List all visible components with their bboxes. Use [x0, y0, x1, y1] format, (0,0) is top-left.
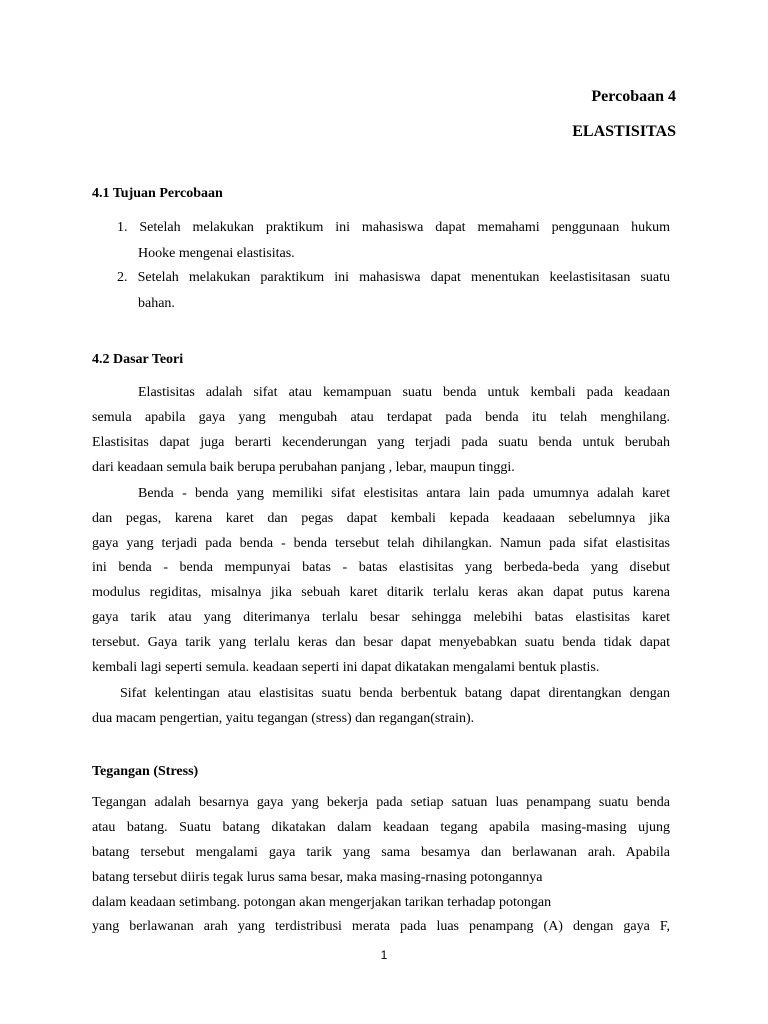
text-line: atau batang. Suatu batang dikatakan dalam keadaan tegang apabila masing-masing ujung: [92, 820, 670, 835]
experiment-number: Percobaan 4: [591, 88, 676, 105]
text-line: gaya tarik atau yang diterimanya terlalu besar sehingga melebihi batas elastisitas karet: [92, 610, 670, 625]
page-number: 1: [380, 948, 388, 962]
text-line: dan pegas, karena karet dan pegas dapat kembali kepada keadaaan sebelumnya jika: [92, 511, 670, 526]
section-heading-tujuan: 4.1 Tujuan Percobaan: [92, 186, 223, 201]
text-line: Tegangan adalah besarnya gaya yang bekerja pada setiap satuan luas penampang suatu benda: [92, 795, 670, 810]
text-line: 2. Setelah melakukan paraktikum ini mahasiswa dapat menentukan keelastisitasan suatu: [117, 270, 670, 285]
text-line: dari keadaan semula baik berupa perubahan panjang , lebar, maupun tinggi.: [92, 460, 515, 475]
text-line: ini benda - benda mempunyai batas - batas elastisitas yang berbeda-beda yang disebut: [92, 560, 670, 575]
text-line: Benda - benda yang memiliki sifat elestisitas antara lain pada umumnya adalah karet: [138, 486, 670, 501]
text-line: batang tersebut mengalami gaya tarik yang sama besamya dan berlawanan arah. Apabila: [92, 845, 670, 860]
text-line: Elastisitas dapat juga berarti kecenderungan yang terjadi pada suatu benda untuk berubah: [92, 435, 670, 450]
section-heading-tegangan: Tegangan (Stress): [92, 764, 199, 779]
document-title: ELASTISITAS: [572, 123, 676, 140]
text-line: yang berlawanan arah yang terdistribusi merata pada luas penampang (A) dengan gaya F,: [92, 919, 670, 934]
text-line: Sifat kelentingan atau elastisitas suatu benda berbentuk batang dapat direntangkan dengan: [120, 686, 670, 701]
text-line: modulus regiditas, misalnya jika sebuah karet ditarik terlalu keras akan dapat putus karena: [92, 585, 670, 600]
text-line: semula apabila gaya yang mengubah atau terdapat pada benda itu telah menghilang.: [92, 410, 670, 425]
text-line: gaya yang terjadi pada benda - benda tersebut telah dihilangkan. Namun pada sifat elastisitas: [92, 536, 670, 551]
section-heading-dasar-teori: 4.2 Dasar Teori: [92, 352, 184, 367]
text-line: dalam keadaan setimbang. potongan akan mengerjakan tarikan terhadap potongan: [92, 895, 552, 910]
text-line: 1. Setelah melakukan praktikum ini mahasiswa dapat memahami penggunaan hukum: [117, 220, 670, 235]
text-line: kembali lagi seperti semula. keadaan seperti ini dapat dikatakan mengalami bentuk plastis.: [92, 660, 600, 675]
text-line: tersebut. Gaya tarik yang terlalu keras dan besar dapat menyebabkan suatu benda tidak dapat: [92, 635, 670, 650]
text-line: bahan.: [138, 296, 175, 311]
text-line: dua macam pengertian, yaitu tegangan (stress) dan regangan(strain).: [92, 711, 475, 726]
text-line: batang tersebut diiris tegak lurus sama besar, maka masing-rnasing potongannya: [92, 870, 543, 885]
text-line: Elastisitas adalah sifat atau kemampuan suatu benda untuk kembali pada keadaan: [138, 385, 670, 400]
text-line: Hooke mengenai elastisitas.: [138, 246, 295, 261]
